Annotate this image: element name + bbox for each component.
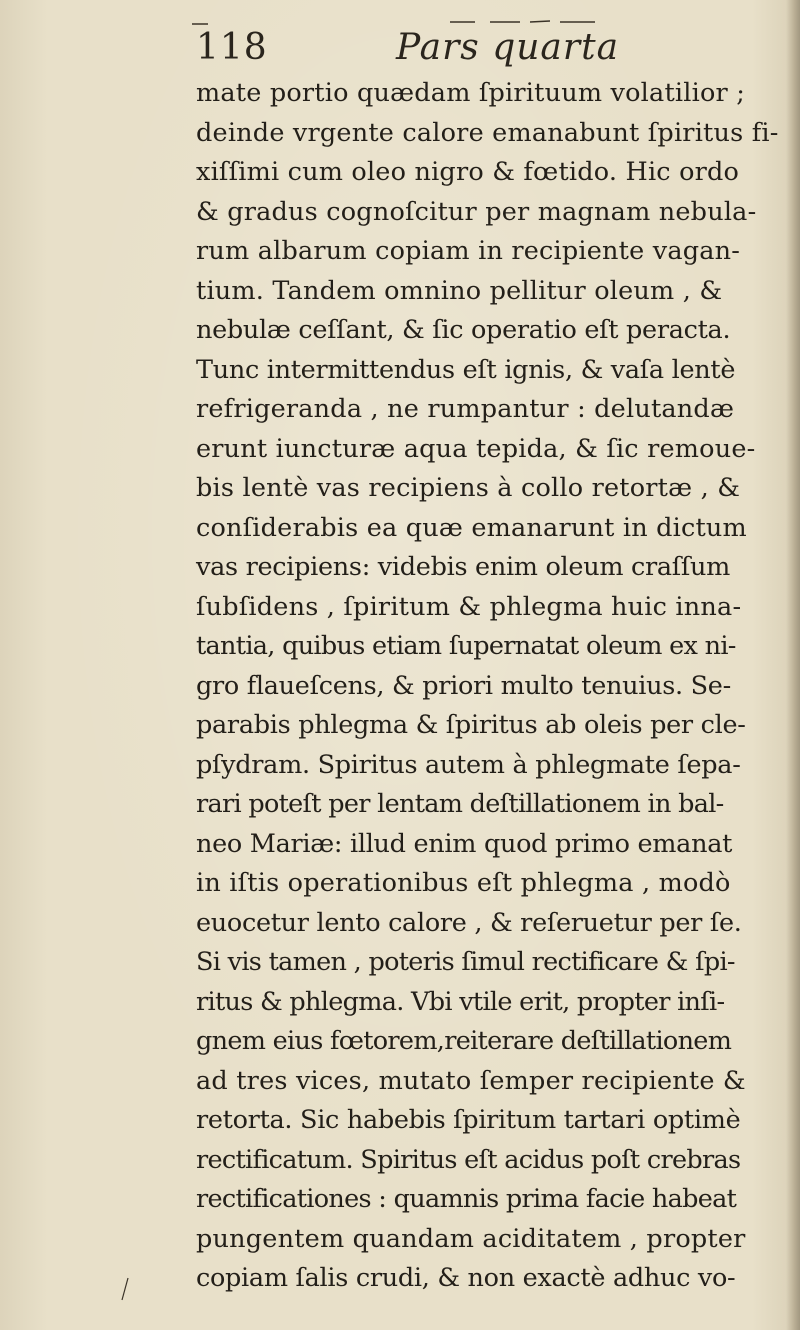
text-line: gro flaueſcens, & priori multo tenuius. Se- bbox=[196, 670, 731, 701]
text-line: bis lentè vas recipiens à collo retortæ , & bbox=[196, 473, 741, 503]
text-line: rectificationes : quamnis prima facie habeat bbox=[196, 1184, 737, 1214]
text-line: ritus & phlegma. Vbi vtile erit, propter inſi- bbox=[196, 986, 725, 1017]
text-line: Si vis tamen , poteris ſimul rectificare & ſpi- bbox=[196, 947, 735, 977]
text-line: rum albarum copiam in recipiente vagan- bbox=[196, 236, 741, 266]
text-line: copiam ſalis crudi, & non exactè adhuc vo- bbox=[196, 1263, 736, 1293]
text-line: Tunc intermittendus eſt ignis, & vaſa lentè bbox=[196, 354, 736, 385]
text-line: rari poteſt per lentam deſtillationem in bal- bbox=[196, 789, 724, 819]
text-line: erunt iuncturæ aqua tepida, & ſic remoue- bbox=[196, 433, 756, 464]
text-line: ad tres vices, mutato ſemper recipiente & bbox=[196, 1065, 746, 1096]
text-line: rectificatum. Spiritus eſt acidus poſt crebras bbox=[196, 1144, 741, 1175]
text-line: nebulæ ceſſant, & ſic operatio eſt peracta. bbox=[196, 315, 731, 345]
text-line: refrigeranda , ne rumpantur : delutandæ bbox=[196, 394, 735, 424]
page-header bbox=[196, 14, 646, 74]
stray-ink-mark bbox=[120, 1276, 130, 1302]
text-line: euocetur lento calore , & reſeruetur per ſe. bbox=[196, 907, 742, 938]
text-line: retorta. Sic habebis ſpiritum tartari optimè bbox=[196, 1105, 741, 1135]
text-line: parabis phlegma & ſpiritus ab oleis per cle- bbox=[196, 710, 746, 740]
text-line: vas recipiens: videbis enim oleum craſſum bbox=[196, 552, 731, 582]
text-line: in iſtis operationibus eſt phlegma , modò bbox=[196, 868, 731, 898]
text-line: pungentem quandam aciditatem , propter bbox=[196, 1223, 746, 1254]
text-line: pſydram. Spiritus autem à phlegmate ſepa- bbox=[196, 749, 741, 780]
body-text bbox=[196, 74, 779, 1299]
page-edge-shadow bbox=[786, 0, 800, 1330]
text-line: tium. Tandem omnino pellitur oleum , & bbox=[196, 275, 723, 306]
text-line: & gradus cognoſcitur per magnam nebula- bbox=[196, 196, 757, 227]
page-number: 118 bbox=[196, 27, 268, 68]
text-line: neo Mariæ: illud enim quod primo emanat bbox=[196, 828, 733, 859]
text-line: gnem eius fœtorem,reiterare deſtillationem bbox=[196, 1026, 732, 1056]
text-line: deinde vrgente calore emanabunt ſpiritus fi- bbox=[196, 117, 779, 148]
running-head: Pars quarta bbox=[396, 27, 620, 68]
text-line: xiſſimi cum oleo nigro & fœtido. Hic ordo bbox=[196, 157, 740, 187]
text-line: tantia, quibus etiam ſupernatat oleum ex ni- bbox=[196, 631, 736, 661]
text-line: conſiderabis ea quæ emanarunt in dictum bbox=[196, 512, 747, 543]
text-line: ſubſidens , ſpiritum & phlegma huic inna- bbox=[196, 591, 742, 622]
text-line: mate portio quædam ſpirituum volatilior ; bbox=[196, 78, 745, 108]
